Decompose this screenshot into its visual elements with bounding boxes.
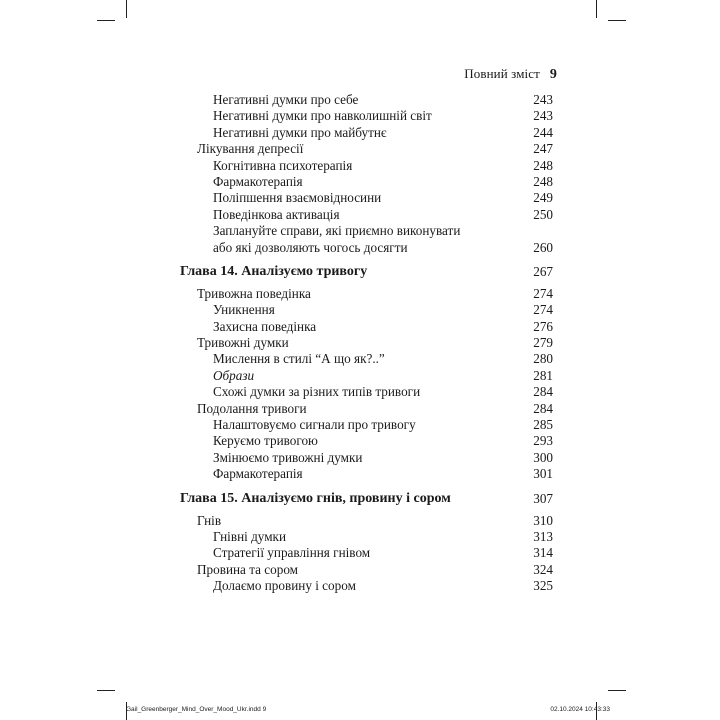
toc-entry xyxy=(180,417,553,433)
toc-entry xyxy=(180,240,553,256)
toc-entry-title: Схожі думки за різних типів тривоги xyxy=(213,384,421,400)
toc-entry xyxy=(180,174,553,190)
toc-entry-title: Змінюємо тривожні думки xyxy=(213,449,363,465)
toc-entry-page: 307 xyxy=(533,490,553,506)
running-head xyxy=(464,66,557,83)
toc-entry-page: 293 xyxy=(533,433,553,449)
toc-entry xyxy=(180,450,553,466)
toc-entry-title: Когнітивна психотерапія xyxy=(213,157,353,173)
toc-entry-page: 244 xyxy=(533,124,553,140)
toc-entry-page: 248 xyxy=(533,173,553,189)
toc-entry-title: Фармакотерапія xyxy=(213,173,303,189)
toc-entry-title: Образи xyxy=(213,367,255,383)
toc-entry xyxy=(180,433,553,449)
toc-entry-page: 284 xyxy=(533,384,553,400)
toc-entry-title: Налаштовуємо сигнали про тривогу xyxy=(213,417,416,433)
toc-entry xyxy=(180,92,553,108)
toc-entry-title: Глава 15. Аналізуємо гнів, провину і сором xyxy=(180,490,451,506)
toc-entry xyxy=(180,335,553,351)
toc-entry xyxy=(180,319,553,335)
toc-entry-title: Провина та сором xyxy=(197,561,299,577)
toc-entry-page: 249 xyxy=(533,190,553,206)
toc-entry-page: 313 xyxy=(533,528,553,544)
toc-entry-title: Гнівні думки xyxy=(213,528,287,544)
toc-entry xyxy=(180,207,553,223)
page-number: 9 xyxy=(549,67,557,82)
toc-entry xyxy=(180,351,553,367)
toc-entry xyxy=(180,158,553,174)
crop-mark xyxy=(608,20,626,21)
toc-entry-title: Захисна поведінка xyxy=(213,318,317,334)
crop-mark xyxy=(608,690,626,691)
footer-file-name: Gail_Greenberger_Mind_Over_Mood_Ukr.indd 9 xyxy=(126,706,267,713)
toc-entry-page: 300 xyxy=(533,449,553,465)
toc-entry-title: Лікування депресії xyxy=(197,141,304,157)
toc-entry-title: Мислення в стилі “А що як?..” xyxy=(213,351,385,367)
toc-entry-page: 243 xyxy=(533,108,553,124)
toc-entry-page: 250 xyxy=(533,206,553,222)
toc-entry xyxy=(180,125,553,141)
running-head-title: Повний зміст xyxy=(464,66,540,81)
toc-entry-title: Тривожна поведінка xyxy=(197,285,311,301)
toc-chapter-entry xyxy=(180,489,553,509)
toc-entry-title: або які дозволяють чогось досягти xyxy=(213,239,408,255)
toc-entry-page: 325 xyxy=(533,578,553,594)
toc-entry-page: 274 xyxy=(533,302,553,318)
toc-entry-page: 248 xyxy=(533,157,553,173)
toc-entry xyxy=(180,401,553,417)
toc-entry-title: Гнів xyxy=(197,512,222,528)
toc-entry-title: Поліпшення взаємовідносини xyxy=(213,190,382,206)
toc-entry xyxy=(180,562,553,578)
toc-entry xyxy=(180,529,553,545)
toc-entry-title: Тривожні думки xyxy=(197,335,289,351)
toc-entry-page: 324 xyxy=(533,561,553,577)
toc-entry-title: Заплануйте справи, які приємно виконувати xyxy=(213,223,461,239)
toc-entry-title: Подолання тривоги xyxy=(197,400,307,416)
toc-entry-page: 301 xyxy=(533,466,553,482)
crop-mark xyxy=(596,0,597,18)
toc-entry xyxy=(180,368,553,384)
toc-entry-title: Уникнення xyxy=(213,302,275,318)
toc-entry xyxy=(180,190,553,206)
crop-mark xyxy=(97,690,115,691)
toc-entry-title: Керуємо тривогою xyxy=(213,433,318,449)
toc-entry-page: 281 xyxy=(533,367,553,383)
toc-entry-title: Негативні думки про майбутнє xyxy=(213,124,387,140)
toc-entry-page: 310 xyxy=(533,512,553,528)
footer-timestamp: 02.10.2024 10:43:33 xyxy=(550,706,610,713)
toc-entry-page: 280 xyxy=(533,351,553,367)
toc-entry xyxy=(180,578,553,594)
toc-entry-page: 284 xyxy=(533,400,553,416)
toc-entry-title: Поведінкова активація xyxy=(213,206,340,222)
toc-entry xyxy=(180,466,553,482)
crop-mark xyxy=(97,20,115,21)
toc-entry xyxy=(180,141,553,157)
toc-entry xyxy=(180,108,553,124)
toc-entry-page: 285 xyxy=(533,417,553,433)
toc-entry-page: 276 xyxy=(533,318,553,334)
toc-entry-title: Негативні думки про навколишній світ xyxy=(213,108,432,124)
table-of-contents xyxy=(180,92,553,595)
toc-entry-title: Стратегії управління гнівом xyxy=(213,545,371,561)
toc-entry-page: 314 xyxy=(533,545,553,561)
toc-entry xyxy=(180,545,553,561)
toc-entry-page: 267 xyxy=(533,263,553,279)
toc-entry-title: Негативні думки про себе xyxy=(213,92,359,107)
toc-entry-page: 274 xyxy=(533,285,553,301)
toc-entry-page: 279 xyxy=(533,335,553,351)
toc-entry-title: Глава 14. Аналізуємо тривогу xyxy=(180,263,368,279)
toc-entry xyxy=(180,302,553,318)
toc-chapter-entry xyxy=(180,262,553,282)
crop-mark xyxy=(126,0,127,18)
toc-entry-page: 243 xyxy=(533,92,553,107)
toc-entry xyxy=(180,513,553,529)
toc-entry xyxy=(180,223,553,239)
toc-entry-page: 247 xyxy=(533,141,553,157)
toc-entry xyxy=(180,384,553,400)
toc-entry xyxy=(180,286,553,302)
toc-entry-title: Долаємо провину і сором xyxy=(213,578,356,594)
toc-entry-page: 260 xyxy=(533,239,553,255)
toc-entry-title: Фармакотерапія xyxy=(213,466,303,482)
